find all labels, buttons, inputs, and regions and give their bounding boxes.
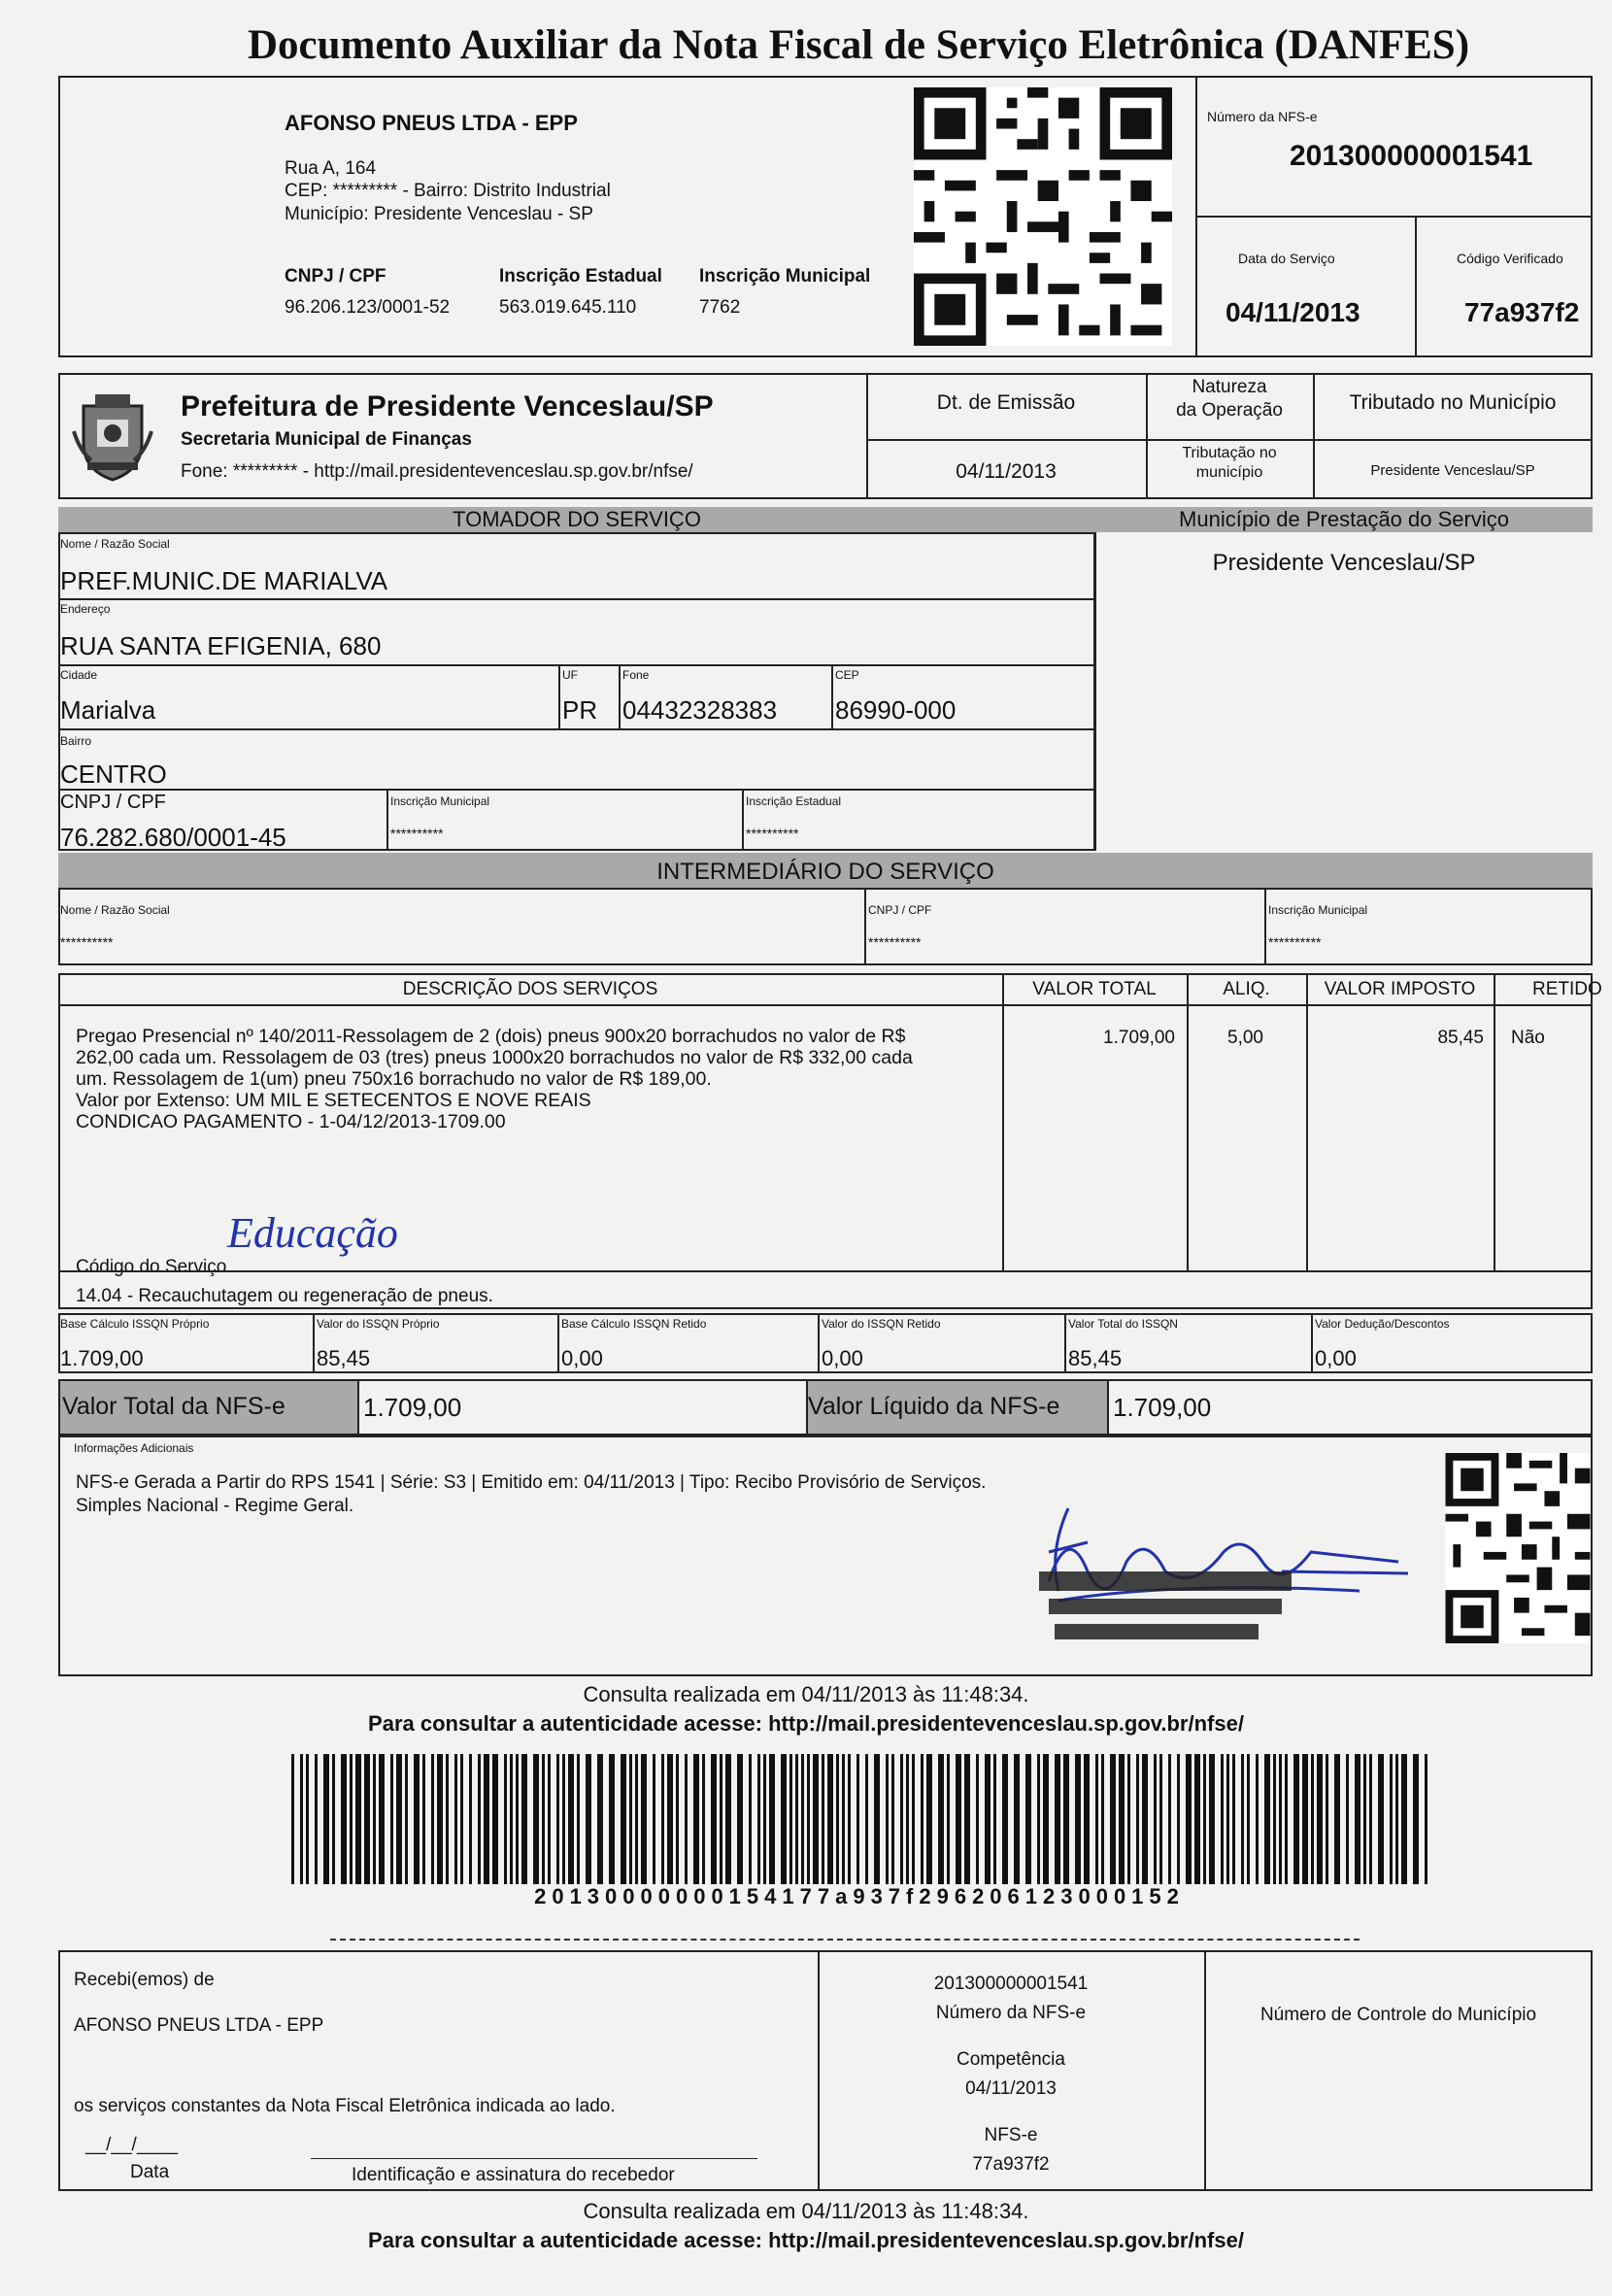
base-issqn-retido: 0,00 xyxy=(561,1346,603,1370)
info-line-2: Simples Nacional - Regime Geral. xyxy=(76,1496,354,1516)
tomador-phone: 04432328383 xyxy=(622,695,778,725)
base-issqn-retido-label: Base Cálculo ISSQN Retido xyxy=(561,1317,707,1331)
description-line: um. Ressolagem de 1(um) pneu 750x16 borrachudo no valor de R$ 189,00. xyxy=(76,1068,712,1090)
base-issqn: 1.709,00 xyxy=(60,1346,144,1370)
competencia: 04/11/2013 xyxy=(965,2078,1057,2099)
prestacao-value: Presidente Venceslau/SP xyxy=(1212,550,1476,576)
nfse-total-label: Valor Total da NFS-e xyxy=(62,1393,285,1420)
receipt-number: 201300000001541 xyxy=(933,1974,1089,1994)
consulta-line-1: Consulta realizada em 04/11/2013 às 11:48:34. xyxy=(583,1682,1029,1706)
verification-code-label: Código Verificado xyxy=(1457,251,1563,266)
service-total: 1.709,00 xyxy=(1103,1028,1175,1048)
tomador-cnpj-label: CNPJ / CPF xyxy=(60,792,166,813)
tomador-district-label: Bairro xyxy=(60,734,92,748)
col-imposto: VALOR IMPOSTO xyxy=(1324,979,1476,999)
prefeitura-title: Prefeitura de Presidente Venceslau/SP xyxy=(181,390,714,422)
tributacao-label-1: Tributação no xyxy=(1182,445,1277,461)
base-issqn-label: Base Cálculo ISSQN Próprio xyxy=(60,1317,210,1331)
service-description xyxy=(76,1026,913,1132)
received-label: Recebi(emos) de xyxy=(74,1970,215,1990)
qr-code-icon xyxy=(910,87,1176,346)
receipt-number-label: Número da NFS-e xyxy=(935,2003,1087,2023)
description-line: Valor por Extenso: UM MIL E SETECENTOS E NOVE REAIS xyxy=(76,1090,591,1111)
emitter-im: 7762 xyxy=(699,297,741,318)
tributado-value: Presidente Venceslau/SP xyxy=(1370,462,1535,479)
tomador-name: PREF.MUNIC.DE MARIALVA xyxy=(60,566,388,595)
competencia-label: Competência xyxy=(957,2049,1065,2070)
intermediario-name-label: Nome / Razão Social xyxy=(60,903,170,917)
emitter-im-label: Inscrição Municipal xyxy=(699,266,871,287)
emitter-city: Município: Presidente Venceslau - SP xyxy=(285,204,593,224)
received-from: AFONSO PNEUS LTDA - EPP xyxy=(74,2015,324,2036)
col-aliq: ALIQ. xyxy=(1223,979,1270,999)
date-blank: __/__/____ xyxy=(85,2135,179,2155)
tomador-city-label: Cidade xyxy=(60,668,98,682)
prefeitura-contact: Fone: ********* - http://mail.presidentevenceslau.sp.gov.br/nfse/ xyxy=(181,461,693,482)
issqn-retido: 0,00 xyxy=(822,1346,863,1370)
intermediario-cnpj-label: CNPJ / CPF xyxy=(868,903,932,917)
tributado-label: Tributado no Município xyxy=(1349,391,1557,414)
service-date-label: Data do Serviço xyxy=(1238,251,1335,266)
emitter-cep: CEP: ********* - Bairro: Distrito Industrial xyxy=(285,181,611,201)
nfse-liquido: 1.709,00 xyxy=(1113,1393,1212,1422)
tomador-phone-label: Fone xyxy=(622,668,650,682)
emitter-cnpj: 96.206.123/0001-52 xyxy=(285,297,451,318)
barcode-number: 20130000000154177a937f296206123000152 xyxy=(534,1884,1185,1908)
intermediario-name: ********** xyxy=(60,934,114,950)
tomador-address: RUA SANTA EFIGENIA, 680 xyxy=(60,631,382,660)
deducao-label: Valor Dedução/Descontos xyxy=(1315,1317,1450,1331)
emitter-ie: 563.019.645.110 xyxy=(499,297,637,318)
col-retido: RETIDO xyxy=(1532,979,1602,999)
col-description: DESCRIÇÃO DOS SERVIÇOS xyxy=(402,979,658,999)
handwritten-note: Educação xyxy=(227,1209,398,1257)
verification-code: 77a937f2 xyxy=(1464,297,1580,327)
consulta-footer-line-2: Para consultar a autenticidade acesse: http://mail.presidentevenceslau.sp.gov.br/nfse/ xyxy=(368,2228,1244,2252)
info-label: Informações Adicionais xyxy=(74,1441,194,1455)
service-imposto: 85,45 xyxy=(1437,1028,1484,1048)
emitter-name: AFONSO PNEUS LTDA - EPP xyxy=(285,111,578,135)
prefeitura-subtitle: Secretaria Municipal de Finanças xyxy=(181,429,472,450)
intermediario-cnpj: ********** xyxy=(868,934,922,950)
description-line: Pregao Presencial nº 140/2011-Ressolagem de 2 (dois) pneus 900x20 borrachudos no valor de R$ xyxy=(76,1026,906,1047)
emitter-ie-label: Inscrição Estadual xyxy=(499,266,662,287)
tomador-city: Marialva xyxy=(60,695,156,725)
issqn-retido-label: Valor do ISSQN Retido xyxy=(822,1317,941,1331)
tomador-uf: PR xyxy=(562,695,598,725)
intermediario-header: INTERMEDIÁRIO DO SERVIÇO xyxy=(656,859,994,885)
service-retido: Não xyxy=(1511,1028,1545,1048)
consulta-line-2: Para consultar a autenticidade acesse: http://mail.presidentevenceslau.sp.gov.br/nfse/ xyxy=(368,1711,1244,1736)
emission-date-label: Dt. de Emissão xyxy=(936,391,1076,414)
services-block xyxy=(58,973,1602,1309)
tomador-ie: ********** xyxy=(746,826,799,841)
tomador-district: CENTRO xyxy=(60,760,167,789)
tomador-cep: 86990-000 xyxy=(835,695,957,725)
tomador-uf-label: UF xyxy=(562,668,578,682)
nfse-total: 1.709,00 xyxy=(363,1393,462,1422)
service-code: 14.04 - Recauchutagem ou regeneração de pneus. xyxy=(76,1286,493,1306)
service-aliq: 5,00 xyxy=(1227,1028,1263,1048)
emitter-cnpj-label: CNPJ / CPF xyxy=(285,266,386,287)
tributacao-label-2: município xyxy=(1195,464,1263,481)
nfse-label: NFS-e xyxy=(984,2125,1038,2145)
emission-date: 04/11/2013 xyxy=(956,460,1057,483)
nfse-number: 201300000001541 xyxy=(1290,140,1533,172)
nfse-liquido-label: Valor Líquido da NFS-e xyxy=(808,1393,1060,1420)
date-label: Data xyxy=(130,2162,170,2182)
nfse-number-label: Número da NFS-e xyxy=(1207,109,1318,124)
intermediario-im-label: Inscrição Municipal xyxy=(1268,903,1368,917)
tomador-header: TOMADOR DO SERVIÇO xyxy=(453,507,701,531)
info-line-1: NFS-e Gerada a Partir do RPS 1541 | Série: S3 | Emitido em: 04/11/2013 | Tipo: Recibo Provisório de Serviços. xyxy=(76,1472,987,1493)
natureza-label-1: Natureza xyxy=(1192,377,1267,397)
nfse-code: 77a937f2 xyxy=(972,2154,1050,2175)
tomador-address-label: Endereço xyxy=(60,602,111,616)
service-date: 04/11/2013 xyxy=(1226,297,1360,327)
natureza-label-2: da Operação xyxy=(1176,400,1283,421)
tomador-im-label: Inscrição Municipal xyxy=(390,794,490,808)
issqn: 85,45 xyxy=(317,1346,371,1370)
barcode-icon xyxy=(291,1754,1427,1884)
page-title: Documento Auxiliar da Nota Fiscal de Serviço Eletrônica (DANFES) xyxy=(248,22,1470,68)
received-services-text: os serviços constantes da Nota Fiscal Eletrônica indicada ao lado. xyxy=(74,2096,616,2116)
issqn-total-label: Valor Total do ISSQN xyxy=(1068,1317,1178,1331)
issqn-label: Valor do ISSQN Próprio xyxy=(317,1317,440,1331)
tomador-cnpj: 76.282.680/0001-45 xyxy=(60,823,286,852)
tomador-name-label: Nome / Razão Social xyxy=(60,537,170,551)
signature-icon xyxy=(1029,1503,1418,1669)
col-total: VALOR TOTAL xyxy=(1032,979,1157,999)
control-number-label: Número de Controle do Município xyxy=(1259,2005,1537,2025)
tomador-ie-label: Inscrição Estadual xyxy=(746,794,842,808)
consulta-footer-line-1: Consulta realizada em 04/11/2013 às 11:48:34. xyxy=(583,2199,1029,2223)
intermediario-block xyxy=(58,888,1593,965)
prestacao-header: Município de Prestação do Serviço xyxy=(1179,507,1509,531)
issqn-total: 85,45 xyxy=(1068,1346,1123,1370)
qr-code-icon xyxy=(1445,1453,1591,1643)
description-line: 262,00 cada um. Ressolagem de 03 (tres) pneus 1000x20 borrachudos no valor de R$ 332,00 cada xyxy=(76,1047,913,1068)
tomador-cep-label: CEP xyxy=(835,668,859,682)
deducao: 0,00 xyxy=(1315,1346,1357,1370)
tomador-im: ********** xyxy=(390,826,444,841)
description-line: CONDICAO PAGAMENTO - 1-04/12/2013-1709.00 xyxy=(76,1111,506,1132)
intermediario-im: ********** xyxy=(1268,934,1322,950)
service-code-label: Código do Serviço xyxy=(76,1257,227,1277)
signature-label: Identificação e assinatura do recebedor xyxy=(352,2165,675,2185)
emitter-address: Rua A, 164 xyxy=(285,158,377,179)
coat-of-arms-icon xyxy=(74,392,151,482)
